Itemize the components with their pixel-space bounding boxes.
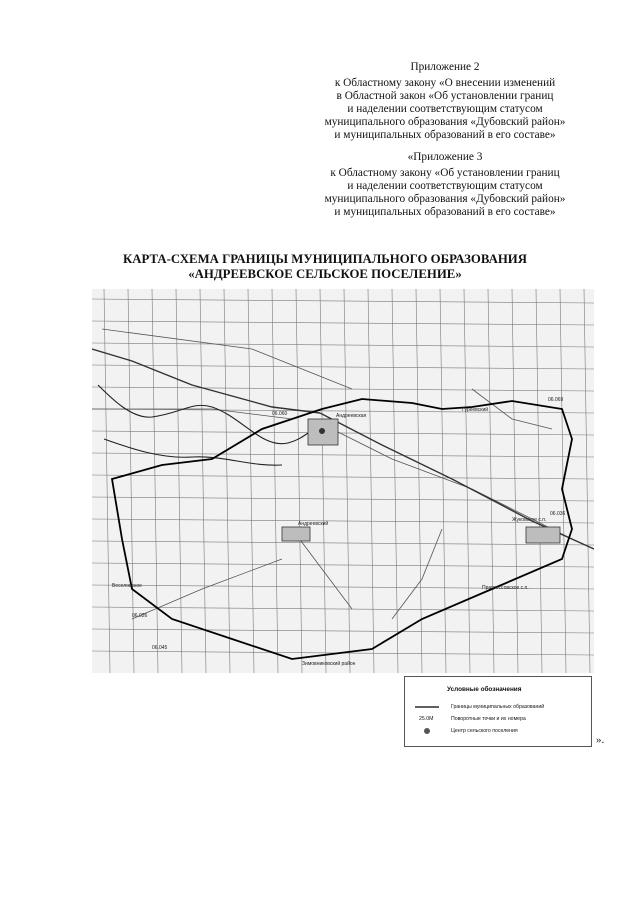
boundary-map [92,289,594,673]
point-label: 06.045 [152,645,168,651]
legend-point-symbol: 25.0М [419,716,434,722]
legend-row-boundary [413,702,589,712]
point-label: 06.026 [132,613,148,619]
settlement-center-icon [413,726,441,736]
appendix-2-line: и наделении соответствующим статусом [347,103,543,115]
label-gureevskiy: Гуреевский [462,407,489,413]
map-title-line-1: КАРТА-СХЕМА ГРАНИЦЫ МУНИЦИПАЛЬНОГО ОБРАЗОВАНИЯ [123,252,527,266]
appendix-3-line: и наделении соответствующим статусом [347,180,543,192]
point-label: 06.036 [550,511,566,517]
boundary-line-icon [413,702,441,712]
legend-points-text: Поворотные точки и их номера [451,716,526,722]
settlement-andreevskaya [308,419,338,445]
map-legend [404,676,592,747]
label-zimovnikovsky: Зимовниковский район [302,661,356,667]
closing-quote: ». [596,734,605,746]
legend-boundary-text: Границы муниципальных образований [451,704,545,710]
settlement-center-icon [319,428,325,434]
map-title-line-2: «АНДРЕЕВСКОЕ СЕЛЬСКОЕ ПОСЕЛЕНИЕ» [188,267,462,281]
point-label: 06.060 [272,411,288,417]
label-andreevskiy: Андреевский [298,521,329,527]
legend-row-center [413,726,589,736]
appendix-3-line: муниципального образования «Дубовский район» [324,193,566,205]
settlement-east [526,527,560,543]
label-zhukovskoe: Жуковское с.п. [512,517,547,523]
appendix-2-line: муниципального образования «Дубовский район» [324,116,566,128]
label-andreevskaya: Андреевская [336,413,367,419]
appendix-2-line: в Областной закон «Об установлении границ [336,90,554,102]
label-veselovskoe: Веселовское [112,583,142,589]
appendix-3-line: к Областному закону «Об установлении границ [330,167,560,179]
legend-title: Условные обозначения [447,686,522,693]
legend-center-text: Центр сельского поселения [451,728,518,734]
appendix-3-heading: «Приложение 3 [407,151,483,163]
appendix-2-heading: Приложение 2 [410,61,480,73]
point-label: 06.069 [548,397,564,403]
appendix-3-block [300,151,590,219]
legend-row-points [413,714,589,724]
appendix-2-line: и муниципальных образований в его составе» [334,129,556,141]
appendix-3-line: и муниципальных образований в его составе» [334,206,556,218]
appendix-2-line: к Областному закону «О внесении изменений [334,77,556,89]
settlement-andreevskiy [282,527,310,541]
appendix-2-block [300,61,590,142]
label-progressovskoe: Прагрессовское с.п. [482,585,529,591]
